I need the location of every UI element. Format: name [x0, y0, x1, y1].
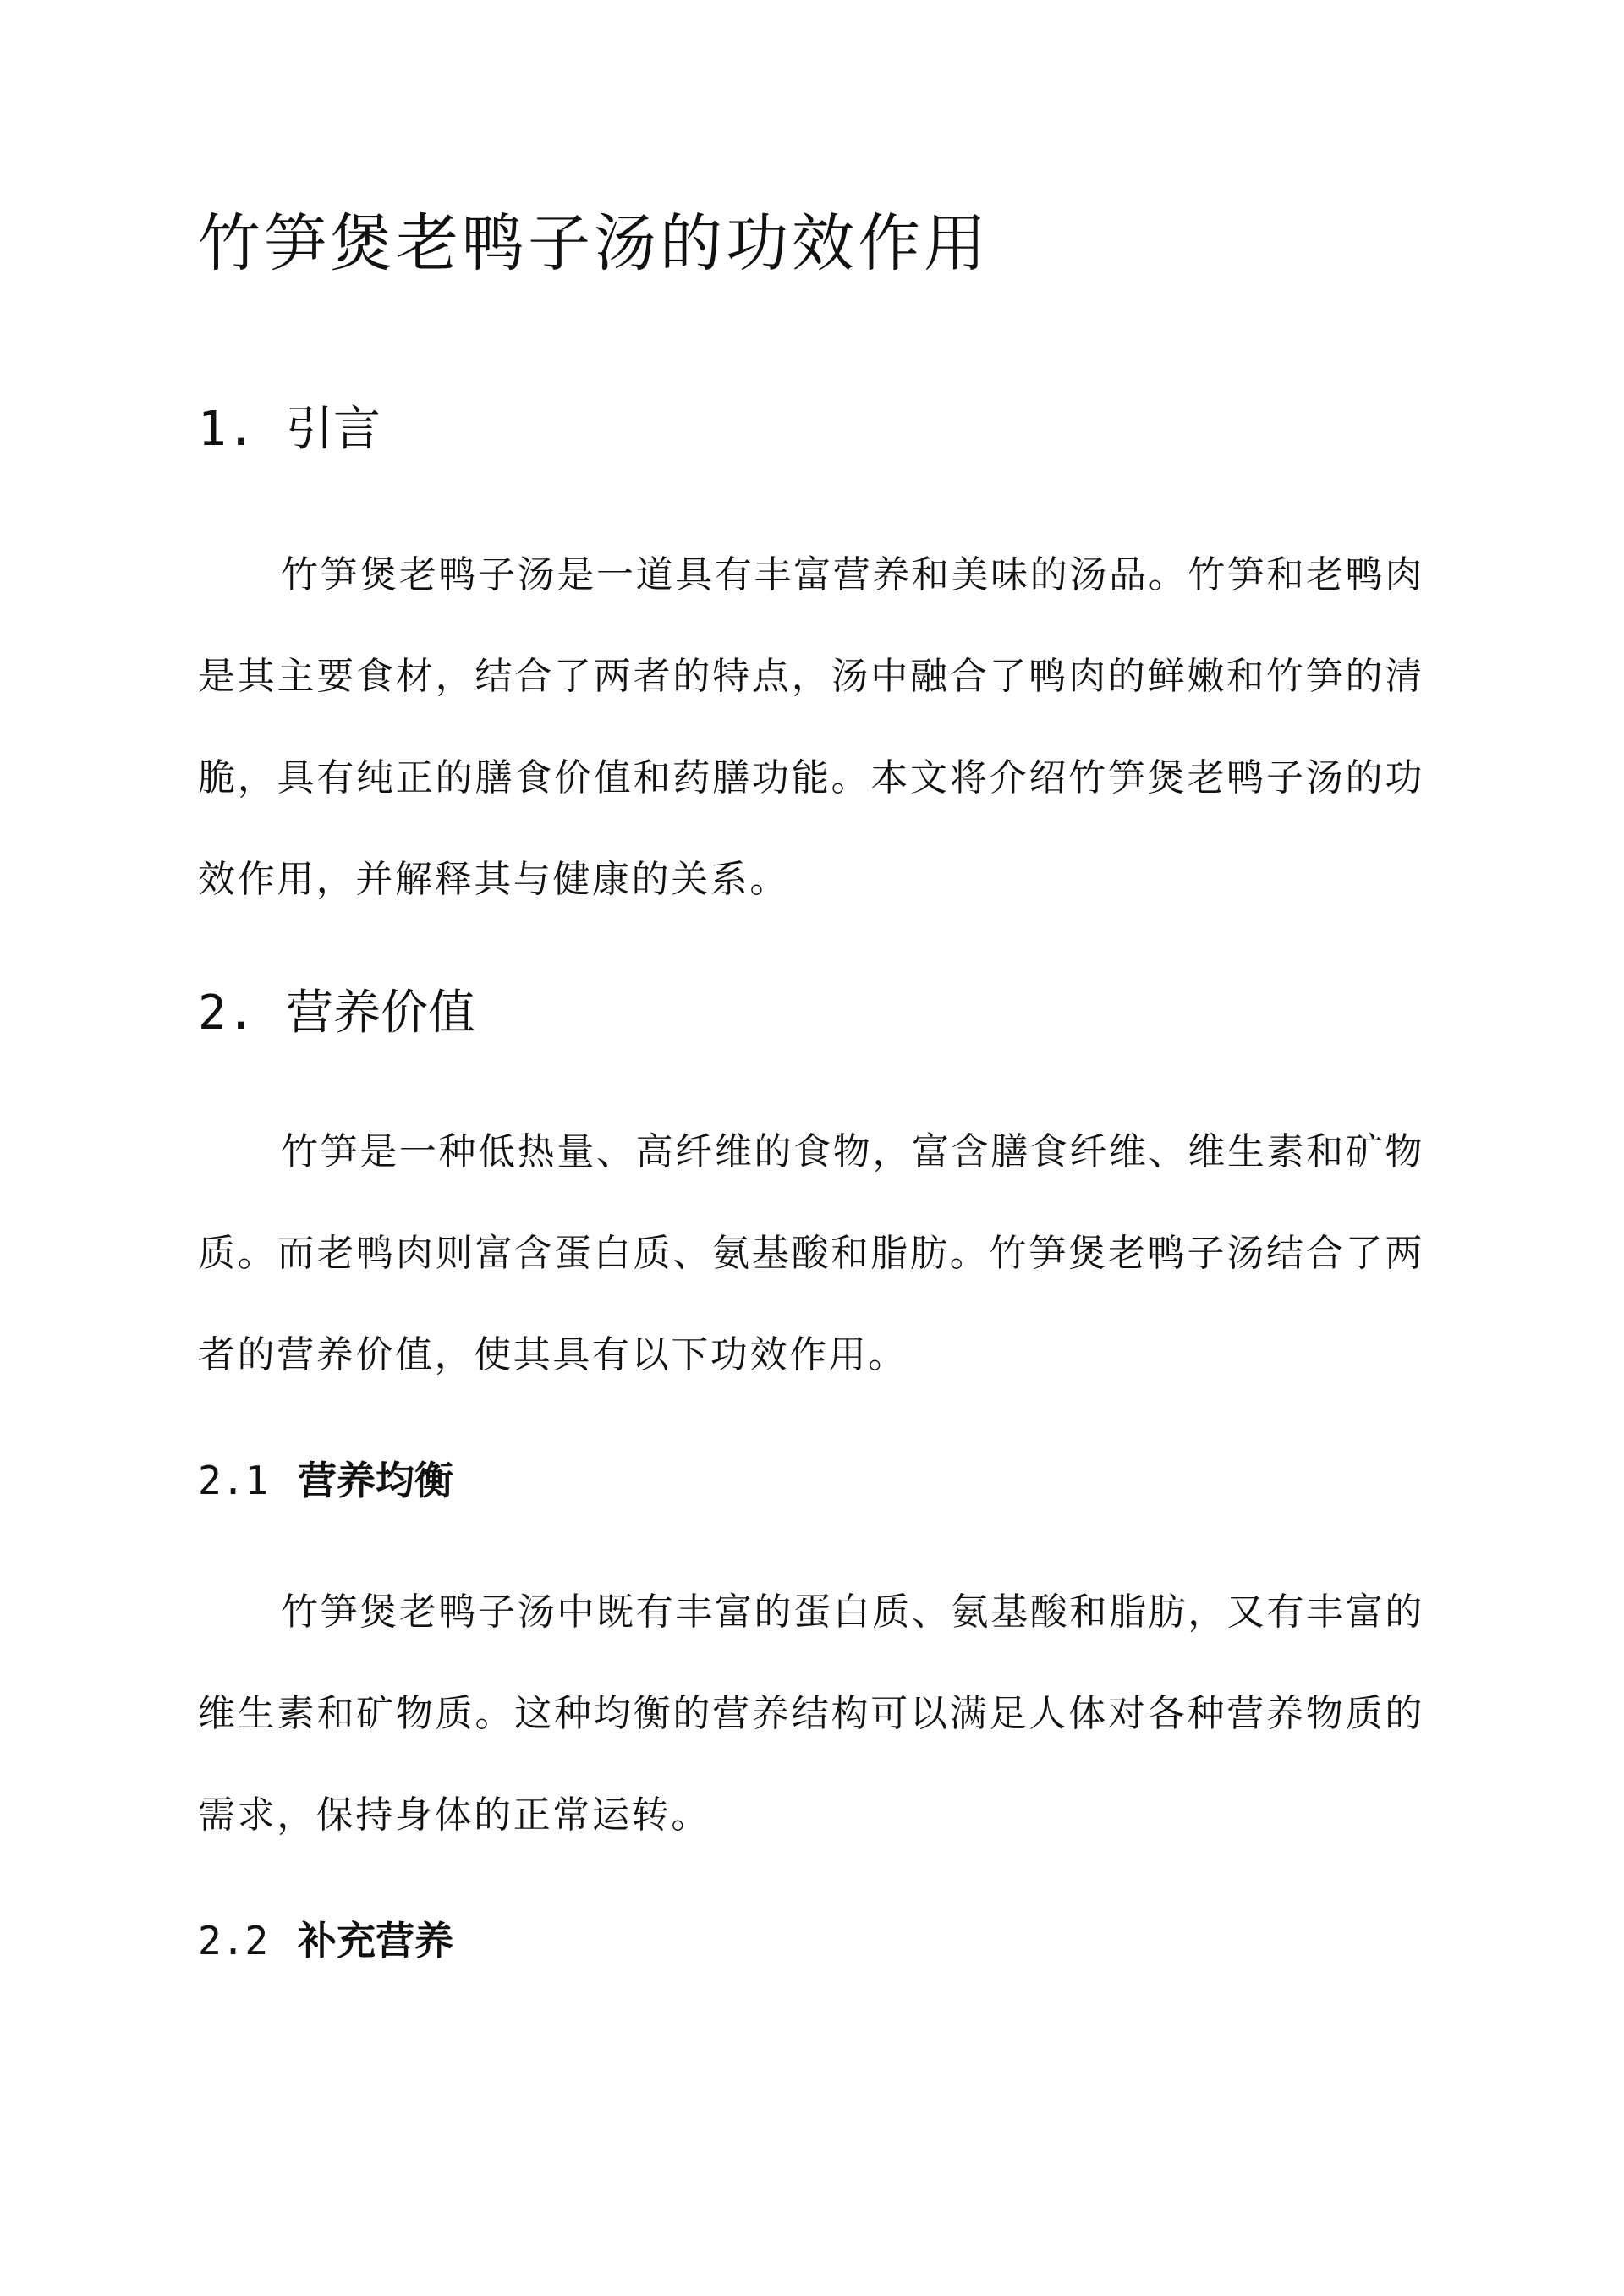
section-number: 1.: [198, 402, 255, 457]
subsection-title: 营养均衡: [298, 1458, 453, 1503]
subsection-number: 2.1: [198, 1458, 269, 1503]
document-title: 竹笋煲老鸭子汤的功效作用: [198, 207, 990, 280]
balance-paragraph: 竹笋煲老鸭子汤中既有丰富的蛋白质、氨基酸和脂肪，又有丰富的维生素和矿物质。这种均衡的营养结构可以满足人体对各种营养物质的需求，保持身体的正常运转。: [198, 1590, 1424, 1837]
subsection-heading-supplement: [198, 1914, 453, 1968]
subsection-heading-balance: [198, 1453, 453, 1508]
nutrition-paragraph: 竹笋是一种低热量、高纤维的食物，富含膳食纤维、维生素和矿物质。而老鸭肉则富含蛋白质、氨基酸和脂肪。竹笋煲老鸭子汤结合了两者的营养价值，使其具有以下功效作用。: [198, 1130, 1424, 1376]
section-heading-nutrition: [198, 981, 475, 1046]
subsection-title: 补充营养: [298, 1918, 453, 1964]
introduction-paragraph: 竹笋煲老鸭子汤是一道具有丰富营养和美味的汤品。竹笋和老鸭肉是其主要食材，结合了两者的特点，汤中融合了鸭肉的鲜嫩和竹笋的清脆，具有纯正的膳食价值和药膳功能。本文将介绍竹笋煲老鸭子汤的功效作用，并解释其与健康的关系。: [198, 553, 1424, 901]
subsection-number: 2.2: [198, 1918, 269, 1964]
section-title: 营养价值: [286, 986, 475, 1041]
section-title: 引言: [286, 402, 381, 457]
section-number: 2.: [198, 986, 255, 1041]
section-heading-introduction: [198, 398, 381, 462]
